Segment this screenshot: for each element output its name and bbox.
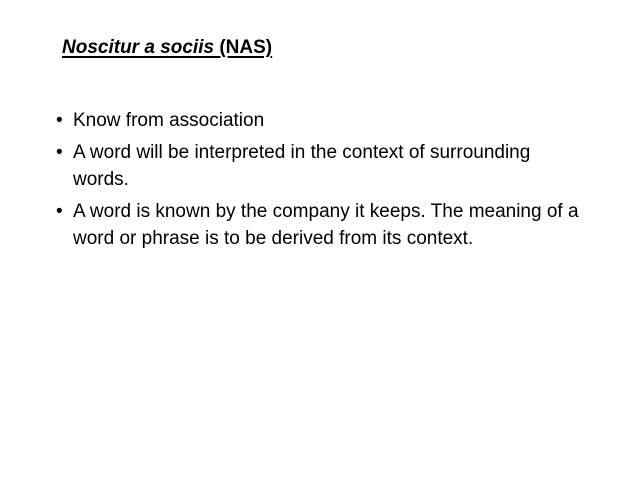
bullet-icon: • xyxy=(56,201,63,222)
bullet-text: A word will be interpreted in the context of surrounding words. xyxy=(73,142,531,190)
bullet-icon: • xyxy=(56,110,63,131)
bullet-icon: • xyxy=(56,142,63,163)
slide-title xyxy=(62,36,272,60)
title-abbreviation: (NAS) xyxy=(214,37,273,58)
bullet-item-company-it-keeps xyxy=(56,198,616,252)
bullet-list xyxy=(56,107,616,257)
bullet-item-association xyxy=(56,107,616,134)
bullet-item-context-interpretation xyxy=(56,139,616,193)
title-latin-phrase: Noscitur a sociis xyxy=(62,37,215,58)
bullet-text: A word is known by the company it keeps. The meaning of a word or phrase is to be derived from its context. xyxy=(73,201,579,249)
bullet-text: Know from association xyxy=(73,110,265,131)
